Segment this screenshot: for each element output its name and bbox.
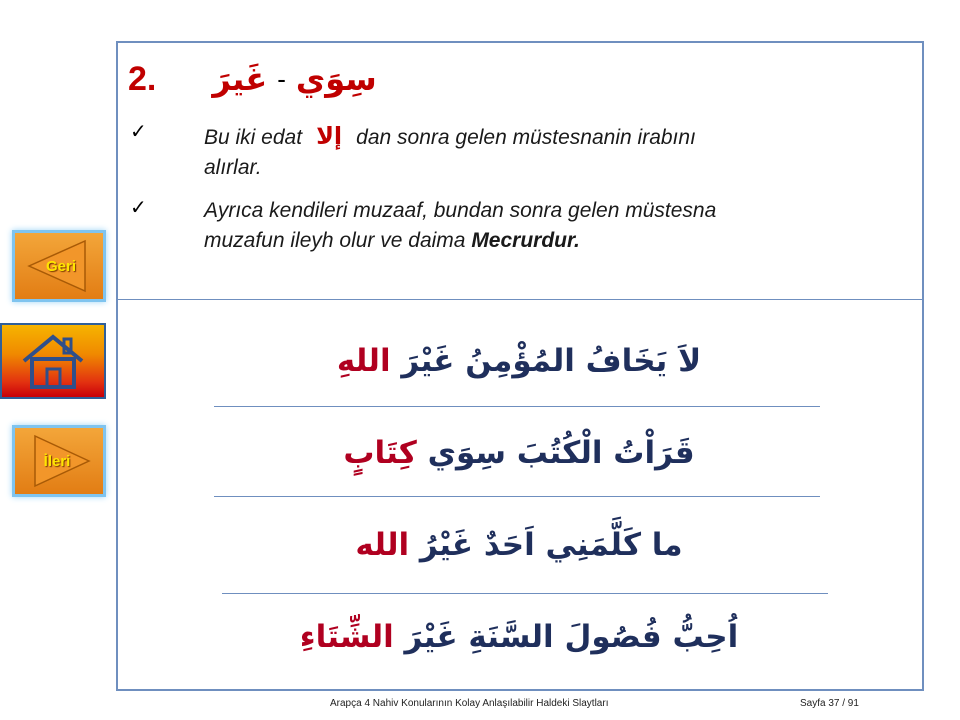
example-2-main: قَرَاْتُ الْكُتُبَ سِوَي bbox=[416, 435, 695, 471]
bullet-2-line2: muzafun ileyh olur ve daima bbox=[204, 229, 472, 252]
bullet-1-post: dan sonra gelen müstesnanin irabını bbox=[356, 126, 696, 149]
footer-title: Arapça 4 Nahiv Konularının Kolay Anlaşılabilir Haldeki Slaytları bbox=[330, 698, 609, 709]
check-icon: ✓ bbox=[130, 119, 147, 143]
example-1-main: لاَ يَخَافُ المُؤْمِنُ غَيْرَ bbox=[390, 343, 702, 379]
example-2-highlight: كِتَابٍ bbox=[343, 435, 417, 471]
home-button[interactable] bbox=[0, 323, 106, 399]
example-separator bbox=[214, 406, 820, 407]
example-4-highlight: الشِّتَاءِ bbox=[299, 619, 394, 655]
example-separator bbox=[214, 496, 820, 497]
bullet-1-pre: Bu iki edat bbox=[204, 126, 303, 149]
example-sentence-3 bbox=[214, 527, 824, 563]
example-1-highlight: اللهِ bbox=[336, 343, 391, 379]
example-3-main: ما كَلَّمَنِي اَحَدٌ غَيْرُ bbox=[409, 527, 683, 563]
check-icon: ✓ bbox=[130, 195, 147, 219]
bullet-1-line2: alırlar. bbox=[204, 156, 262, 179]
slide-frame bbox=[116, 41, 924, 691]
example-sentence-1 bbox=[214, 343, 824, 379]
heading-arabic-siva: سِوَي bbox=[295, 60, 377, 98]
section-divider bbox=[118, 299, 922, 300]
bullet-2-bold: Mecrurdur. bbox=[471, 229, 580, 252]
next-button[interactable] bbox=[12, 425, 106, 497]
example-separator bbox=[222, 593, 828, 594]
heading-number: 2. bbox=[128, 59, 157, 98]
home-icon bbox=[18, 331, 88, 391]
example-3-highlight: الله bbox=[355, 527, 410, 563]
bullet-2-line1: Ayrıca kendileri muzaaf, bundan sonra gelen müstesna bbox=[204, 199, 717, 222]
back-label: Geri bbox=[45, 257, 76, 275]
back-button[interactable] bbox=[12, 230, 106, 302]
bullet-1-text bbox=[204, 121, 904, 183]
bullet-1-arabic-illa: إلا bbox=[316, 122, 343, 150]
heading-arabic-gayra: غَيرَ bbox=[212, 60, 268, 98]
heading-dash: - bbox=[277, 63, 286, 94]
bullet-2-text bbox=[204, 196, 904, 256]
example-sentence-2 bbox=[214, 435, 824, 471]
example-sentence-4 bbox=[214, 619, 824, 655]
slide-heading bbox=[128, 57, 377, 101]
next-label: İleri bbox=[43, 452, 71, 470]
example-4-main: اُحِبُّ فُصُولَ السَّنَةِ غَيْرَ bbox=[393, 619, 739, 655]
footer-page-number: Sayfa 37 / 91 bbox=[800, 698, 859, 709]
